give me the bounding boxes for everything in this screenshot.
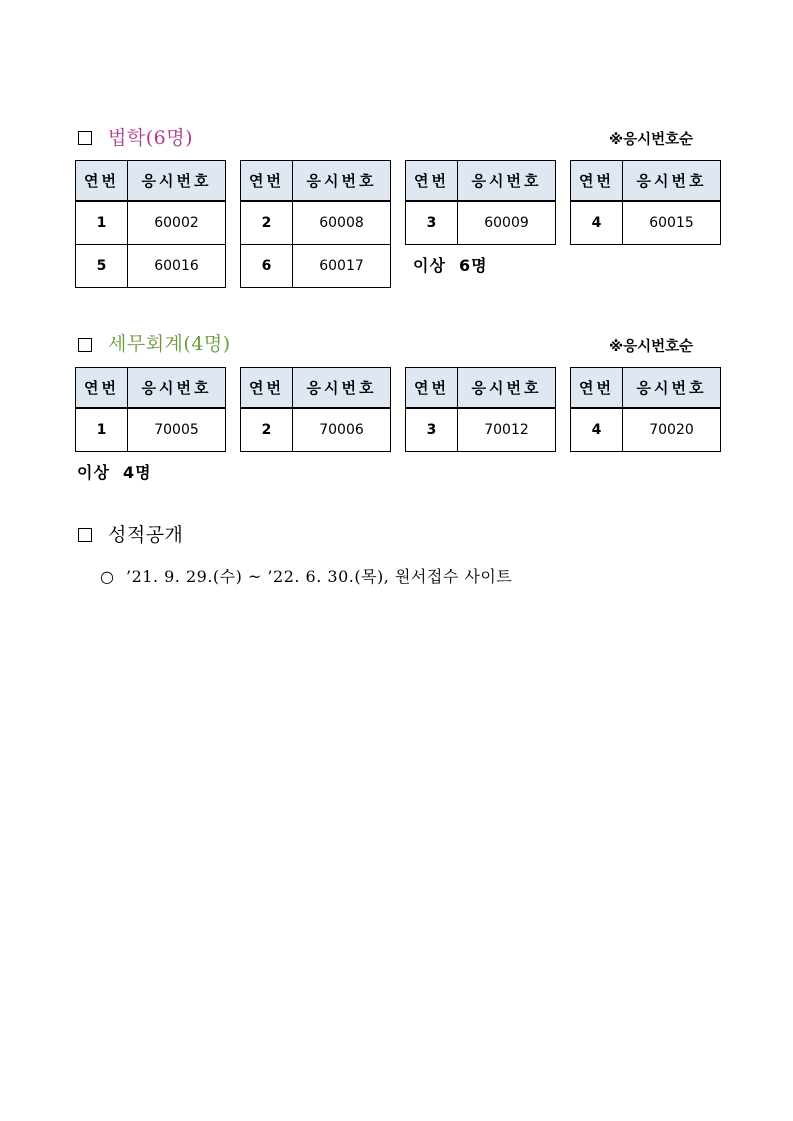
- law-table-2: [240, 160, 391, 288]
- section-title-scores: 성적공개: [108, 524, 184, 546]
- header-seq: 연번: [406, 161, 458, 202]
- header-exam-no: 응시번호: [128, 161, 226, 202]
- header-seq: 연번: [571, 368, 623, 409]
- seq-cell: 2: [241, 408, 293, 452]
- seq-cell: 5: [76, 245, 128, 288]
- table-row: [571, 201, 721, 245]
- section-title-law: 법학(6명): [108, 127, 193, 149]
- law-table-1: [75, 160, 226, 288]
- table-row: [241, 408, 391, 452]
- checkbox-square-icon: [78, 528, 92, 542]
- table-row: [406, 408, 556, 452]
- checkbox-square-icon: [78, 131, 92, 145]
- table-row: [571, 408, 721, 452]
- header-seq: 연번: [241, 368, 293, 409]
- seq-cell: 1: [76, 408, 128, 452]
- exam-no-cell: 70006: [293, 408, 391, 452]
- exam-no-cell: 60015: [623, 201, 721, 245]
- header-exam-no: 응시번호: [623, 368, 721, 409]
- exam-no-cell: 70020: [623, 408, 721, 452]
- table-row: [406, 201, 556, 245]
- tax-table-3: [405, 367, 556, 452]
- seq-cell: 4: [571, 201, 623, 245]
- seq-cell: 3: [406, 201, 458, 245]
- seq-cell: 6: [241, 245, 293, 288]
- law-total: 이상 6명: [413, 256, 488, 275]
- order-note: ※응시번호순: [609, 339, 694, 355]
- tax-table-1: [75, 367, 226, 452]
- exam-no-cell: 60009: [458, 201, 556, 245]
- exam-no-cell: 70005: [128, 408, 226, 452]
- header-exam-no: 응시번호: [293, 161, 391, 202]
- exam-no-cell: 70012: [458, 408, 556, 452]
- header-exam-no: 응시번호: [458, 368, 556, 409]
- table-row: [76, 408, 226, 452]
- header-exam-no: 응시번호: [128, 368, 226, 409]
- table-row: [241, 201, 391, 245]
- header-exam-no: 응시번호: [458, 161, 556, 202]
- table-row: [76, 245, 226, 288]
- header-exam-no: 응시번호: [623, 161, 721, 202]
- seq-cell: 2: [241, 201, 293, 245]
- header-seq: 연번: [571, 161, 623, 202]
- exam-no-cell: 60002: [128, 201, 226, 245]
- exam-no-cell: 60008: [293, 201, 391, 245]
- tax-table-2: [240, 367, 391, 452]
- seq-cell: 1: [76, 201, 128, 245]
- header-seq: 연번: [76, 161, 128, 202]
- header-exam-no: 응시번호: [293, 368, 391, 409]
- seq-cell: 3: [406, 408, 458, 452]
- exam-no-cell: 60016: [128, 245, 226, 288]
- law-table-3: [405, 160, 556, 245]
- bullet-icon: ○: [100, 567, 115, 586]
- table-row: [76, 201, 226, 245]
- header-seq: 연번: [76, 368, 128, 409]
- table-row: [241, 245, 391, 288]
- checkbox-square-icon: [78, 338, 92, 352]
- order-note: ※응시번호순: [609, 132, 694, 148]
- header-seq: 연번: [406, 368, 458, 409]
- exam-no-cell: 60017: [293, 245, 391, 288]
- tax-table-4: [570, 367, 721, 452]
- law-table-4: [570, 160, 721, 245]
- score-release-period: ’21. 9. 29.(수) ~ ’22. 6. 30.(목), 원서접수 사이트: [126, 567, 513, 586]
- tax-total: 이상 4명: [77, 463, 152, 482]
- seq-cell: 4: [571, 408, 623, 452]
- section-title-tax: 세무회계(4명): [108, 333, 231, 355]
- header-seq: 연번: [241, 161, 293, 202]
